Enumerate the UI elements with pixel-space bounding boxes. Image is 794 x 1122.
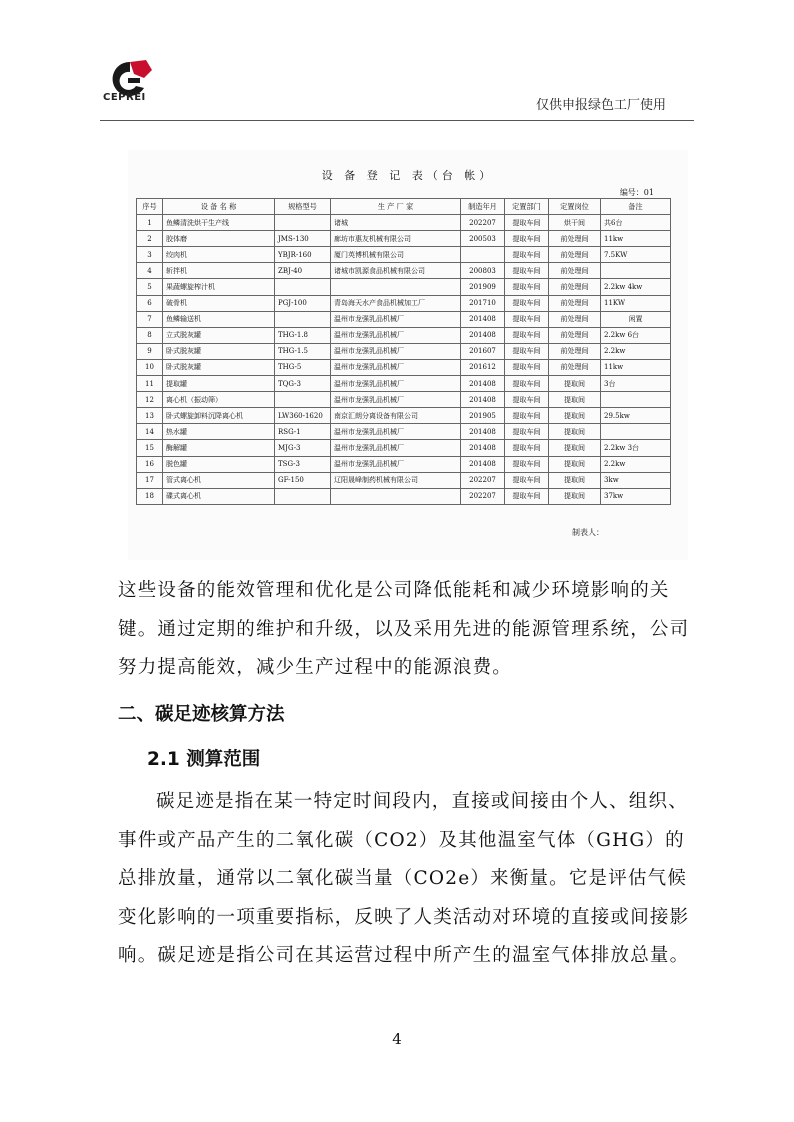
table-cell: 提取车间: [505, 359, 549, 375]
body-paragraph: 这些设备的能效管理和优化是公司降低能耗和减少环境影响的关键。通过定期的维护和升级，以及采用先进的能源管理系统，公司努力提高能效，减少生产过程中的能源浪费。: [118, 580, 690, 678]
table-row: [137, 472, 671, 488]
table-cell: 13: [137, 408, 163, 424]
table-cell: 11: [137, 376, 163, 392]
table-cell: 辽阳晟峰制药机械有限公司: [331, 472, 461, 488]
table-row: [137, 456, 671, 472]
table-cell: [461, 247, 505, 263]
table-cell: 16: [137, 456, 163, 472]
page-number: 4: [392, 1030, 402, 1048]
table-cell: 201612: [461, 359, 505, 375]
table-row: [137, 359, 671, 375]
table-cell: 201607: [461, 343, 505, 359]
table-cell: JMS-130: [275, 231, 331, 247]
table-cell: THG-1.8: [275, 327, 331, 343]
table-cell: 温州市龙强乳品机械厂: [331, 343, 461, 359]
table-cell: [275, 279, 331, 295]
table-cell: 202207: [461, 488, 505, 504]
table-row: [137, 247, 671, 263]
table-cell: 提取间: [549, 472, 601, 488]
table-cell: 201408: [461, 376, 505, 392]
table-row: [137, 424, 671, 440]
table-row: [137, 392, 671, 408]
table-cell: 离心机（振动筛）: [163, 392, 275, 408]
table-cell: 提取车间: [505, 440, 549, 456]
table-cell: 11kw: [601, 231, 671, 247]
table-cell: 11KW: [601, 295, 671, 311]
table-cell: 提取车间: [505, 424, 549, 440]
table-cell: 前处理间: [549, 247, 601, 263]
table-cell: 厦门英博机械有限公司: [331, 247, 461, 263]
table-row: [137, 215, 671, 231]
table-cell: 201408: [461, 392, 505, 408]
table-cell: 卧式脱灰罐: [163, 359, 275, 375]
table-cell: 南京汇朗分离设备有限公司: [331, 408, 461, 424]
column-header: 生 产 厂 家: [331, 199, 461, 215]
table-cell: 2.2kw 3台: [601, 440, 671, 456]
table-cell: 12: [137, 392, 163, 408]
table-cell: [275, 488, 331, 504]
table-cell: [331, 488, 461, 504]
table-cell: 诸城市凯源食品机械有限公司: [331, 263, 461, 279]
table-cell: 200503: [461, 231, 505, 247]
table-cell: 温州市龙强乳品机械厂: [331, 311, 461, 327]
table-cell: 温州市龙强乳品机械厂: [331, 456, 461, 472]
table-cell: 前处理间: [549, 279, 601, 295]
table-cell: 提取车间: [505, 392, 549, 408]
register-code: 编号：01: [619, 188, 654, 197]
body-paragraph: 碳足迹是指在某一特定时间段内，直接或间接由个人、组织、事件或产品产生的二氧化碳（CO2）及其他温室气体（GHG）的总排放量，通常以二氧化碳当量（CO2e）来衡量。它是评估气候变化影响的一项重要指标，反映了人类活动对环境的直接或间接影响。碳足迹是指公司在其运营过程中所产生的温室气体排放总量。: [118, 791, 690, 966]
table-cell: 29.5kw: [601, 408, 671, 424]
table-cell: 闲置: [601, 311, 671, 327]
table-cell: 提取间: [549, 424, 601, 440]
table-cell: 2: [137, 231, 163, 247]
column-header: 备注: [601, 199, 671, 215]
table-cell: LW360-1620: [275, 408, 331, 424]
table-cell: 提取车间: [505, 472, 549, 488]
table-cell: 果蔬螺旋榨汁机: [163, 279, 275, 295]
table-header-row: [137, 199, 671, 215]
table-cell: 前处理间: [549, 343, 601, 359]
table-cell: 提取间: [549, 408, 601, 424]
brand-name: CEPREI: [103, 92, 146, 103]
table-cell: 201905: [461, 408, 505, 424]
table-cell: 3台: [601, 376, 671, 392]
table-row: [137, 376, 671, 392]
table-cell: 201710: [461, 295, 505, 311]
column-header: 制造年月: [461, 199, 505, 215]
table-row: [137, 408, 671, 424]
table-cell: 6: [137, 295, 163, 311]
table-cell: [601, 424, 671, 440]
table-cell: 共6台: [601, 215, 671, 231]
header-note: 仅供申报绿色工厂使用: [535, 98, 666, 113]
table-cell: 前处理间: [549, 327, 601, 343]
table-cell: 提取车间: [505, 247, 549, 263]
table-cell: 温州市龙强乳品机械厂: [331, 440, 461, 456]
table-cell: 7.5KW: [601, 247, 671, 263]
table-cell: 提取车间: [505, 343, 549, 359]
table-cell: 17: [137, 472, 163, 488]
table-cell: 8: [137, 327, 163, 343]
table-cell: 酶解罐: [163, 440, 275, 456]
table-cell: 201408: [461, 327, 505, 343]
table-cell: 破骨机: [163, 295, 275, 311]
table-cell: 1: [137, 215, 163, 231]
table-cell: 201408: [461, 440, 505, 456]
table-cell: 提取间: [549, 488, 601, 504]
table-cell: 青岛海天水产食品机械加工厂: [331, 295, 461, 311]
table-cell: 温州市龙强乳品机械厂: [331, 376, 461, 392]
table-cell: TSG-3: [275, 456, 331, 472]
table-cell: 提取间: [549, 392, 601, 408]
table-cell: 立式脱灰罐: [163, 327, 275, 343]
table-cell: 卧式脱灰罐: [163, 343, 275, 359]
table-cell: 提取车间: [505, 408, 549, 424]
table-cell: 2.2kw 4kw: [601, 279, 671, 295]
column-header: 序号: [137, 199, 163, 215]
table-row: [137, 231, 671, 247]
table-cell: 提取车间: [505, 376, 549, 392]
maker-label: 制表人：: [572, 528, 604, 537]
table-cell: 18: [137, 488, 163, 504]
table-cell: 管式离心机: [163, 472, 275, 488]
equipment-register-table: [136, 198, 671, 505]
table-cell: 提取车间: [505, 456, 549, 472]
table-row: [137, 343, 671, 359]
table-cell: 201408: [461, 311, 505, 327]
table-cell: 14: [137, 424, 163, 440]
table-cell: 3: [137, 247, 163, 263]
table-row: [137, 263, 671, 279]
table-cell: 2.2kw: [601, 456, 671, 472]
table-cell: 温州市龙强乳品机械厂: [331, 424, 461, 440]
column-header: 规格型号: [275, 199, 331, 215]
header-divider: [100, 120, 694, 121]
table-cell: 诸城: [331, 215, 461, 231]
table-cell: 提取间: [549, 376, 601, 392]
table-cell: 热水罐: [163, 424, 275, 440]
table-cell: YBJR-160: [275, 247, 331, 263]
table-cell: [275, 392, 331, 408]
table-cell: 202207: [461, 472, 505, 488]
table-cell: GF-150: [275, 472, 331, 488]
table-cell: 温州市龙强乳品机械厂: [331, 327, 461, 343]
table-cell: 碟式离心机: [163, 488, 275, 504]
table-row: [137, 327, 671, 343]
table-cell: 前处理间: [549, 231, 601, 247]
table-cell: 提取车间: [505, 215, 549, 231]
table-cell: 提取车间: [505, 327, 549, 343]
table-cell: [331, 279, 461, 295]
table-cell: 4: [137, 263, 163, 279]
table-cell: 温州市龙强乳品机械厂: [331, 359, 461, 375]
table-cell: 15: [137, 440, 163, 456]
register-title: 设 备 登 记 表（台 帐）: [321, 169, 495, 182]
table-cell: 201408: [461, 456, 505, 472]
table-cell: MJG-3: [275, 440, 331, 456]
table-row: [137, 440, 671, 456]
table-row: [137, 295, 671, 311]
table-cell: 提取车间: [505, 295, 549, 311]
table-cell: 鱼鳞清洗烘干生产线: [163, 215, 275, 231]
table-cell: TQG-3: [275, 376, 331, 392]
section-heading: 二、碳足迹核算方法: [118, 704, 285, 725]
table-row: [137, 488, 671, 504]
table-cell: 胶体磨: [163, 231, 275, 247]
table-cell: 提取罐: [163, 376, 275, 392]
table-cell: 绞肉机: [163, 247, 275, 263]
table-cell: 200803: [461, 263, 505, 279]
table-cell: 提取车间: [505, 311, 549, 327]
table-cell: 提取车间: [505, 231, 549, 247]
table-cell: [275, 215, 331, 231]
table-cell: 9: [137, 343, 163, 359]
table-cell: 提取车间: [505, 263, 549, 279]
table-cell: THG-5: [275, 359, 331, 375]
table-cell: 提取间: [549, 456, 601, 472]
table-cell: 卧式螺旋卸料沉降离心机: [163, 408, 275, 424]
column-header: 定置部门: [505, 199, 549, 215]
table-cell: 37kw: [601, 488, 671, 504]
table-cell: 斩拌机: [163, 263, 275, 279]
table-cell: 11kw: [601, 359, 671, 375]
table-cell: 廊坊市惠友机械有限公司: [331, 231, 461, 247]
table-cell: 2.2kw 6台: [601, 327, 671, 343]
table-cell: ZBJ-40: [275, 263, 331, 279]
table-cell: 2.2kw: [601, 343, 671, 359]
column-header: 设 备 名 称: [163, 199, 275, 215]
table-row: [137, 279, 671, 295]
subsection-heading: 2.1 测算范围: [147, 749, 261, 770]
table-cell: 提取车间: [505, 279, 549, 295]
table-cell: 10: [137, 359, 163, 375]
table-cell: 前处理间: [549, 311, 601, 327]
table-cell: 温州市龙强乳品机械厂: [331, 392, 461, 408]
table-cell: 3kw: [601, 472, 671, 488]
table-cell: 201909: [461, 279, 505, 295]
table-cell: 5: [137, 279, 163, 295]
table-cell: THG-1.5: [275, 343, 331, 359]
table-cell: 提取车间: [505, 488, 549, 504]
table-cell: 202207: [461, 215, 505, 231]
table-cell: 前处理间: [549, 359, 601, 375]
table-cell: [601, 392, 671, 408]
table-cell: 鱼鳞输送机: [163, 311, 275, 327]
table-row: [137, 311, 671, 327]
table-cell: 脱色罐: [163, 456, 275, 472]
table-cell: 前处理间: [549, 263, 601, 279]
table-cell: [601, 263, 671, 279]
table-cell: RSG-1: [275, 424, 331, 440]
column-header: 定置岗位: [549, 199, 601, 215]
table-cell: [275, 311, 331, 327]
table-cell: 提取间: [549, 440, 601, 456]
table-cell: 201408: [461, 424, 505, 440]
table-cell: PGJ-100: [275, 295, 331, 311]
table-cell: 7: [137, 311, 163, 327]
table-cell: 前处理间: [549, 295, 601, 311]
table-cell: 烘干间: [549, 215, 601, 231]
